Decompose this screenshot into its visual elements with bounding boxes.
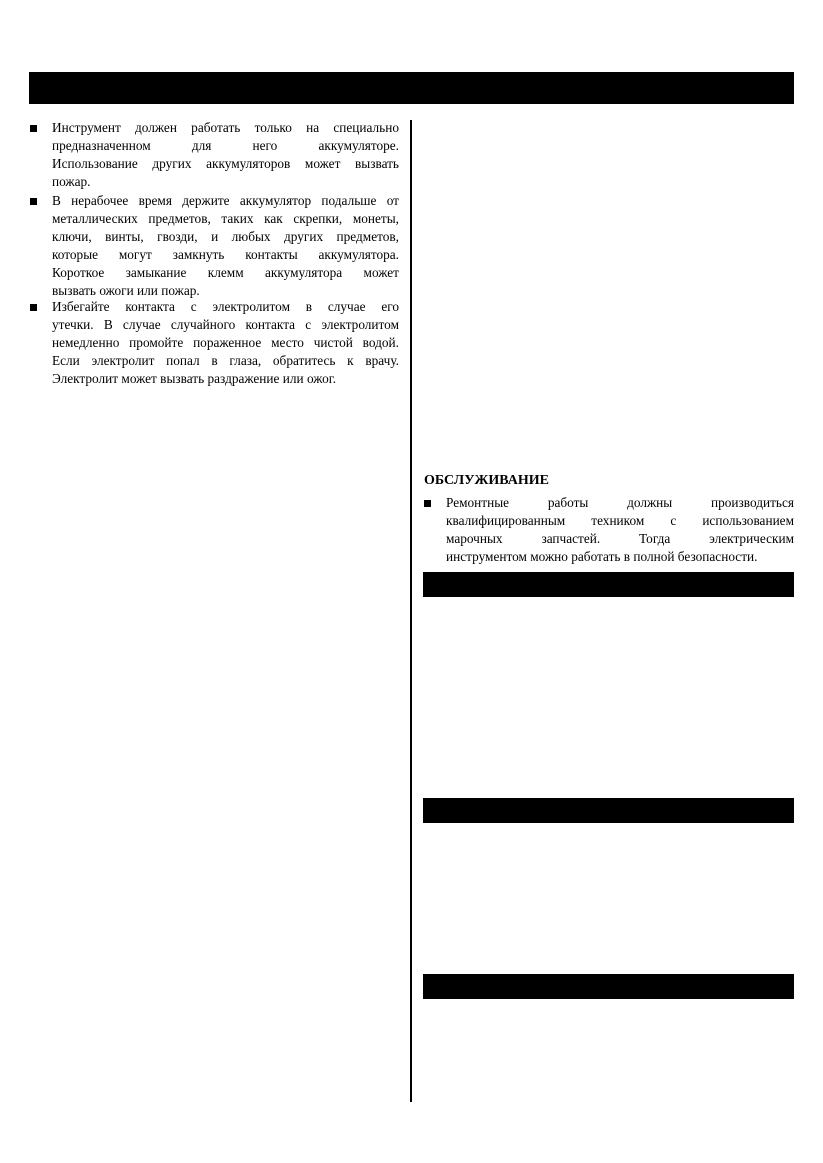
maintenance-heading: ОБСЛУЖИВАНИЕ	[424, 473, 549, 488]
text-line: которые могут замкнуть контакты аккумулятора.	[52, 247, 399, 262]
column-divider	[410, 120, 412, 1102]
text-line: Если электролит попал в глаза, обратитесь к врачу.	[52, 353, 399, 368]
text-line: марочных запчастей. Тогда электрическим	[446, 531, 794, 546]
text-line: Инструмент должен работать только на специально	[52, 120, 399, 135]
text-line: утечки. В случае случайного контакта с электролитом	[52, 317, 399, 332]
list-item	[446, 494, 794, 566]
section-header-bar	[29, 72, 794, 104]
text-line: инструментом можно работать в полной безопасности.	[446, 549, 758, 564]
text-line: ключи, винты, гвозди, и любых других предметов,	[52, 229, 399, 244]
text-line: вызвать ожоги или пожар.	[52, 283, 200, 298]
section-header-bar	[423, 798, 794, 823]
text-line: Электролит может вызвать раздражение или ожог.	[52, 371, 337, 386]
bullet-square-icon	[424, 500, 431, 507]
bullet-square-icon	[30, 198, 37, 205]
bullet-square-icon	[30, 304, 37, 311]
section-header-bar	[423, 974, 794, 999]
bullet-square-icon	[30, 125, 37, 132]
text-line: Использование других аккумуляторов может вызвать	[52, 156, 399, 171]
text-line: Короткое замыкание клемм аккумулятора может	[52, 265, 399, 280]
text-line: металлических предметов, таких как скрепки, монеты,	[52, 211, 399, 226]
text-line: Ремонтные работы должны производиться	[446, 495, 794, 510]
text-line: В нерабочее время держите аккумулятор подальше от	[52, 193, 399, 208]
text-line: немедленно промойте пораженное место чистой водой.	[52, 335, 399, 350]
text-line: квалифицированным техником с использованием	[446, 513, 794, 528]
text-line: Избегайте контакта с электролитом в случае его	[52, 299, 399, 314]
text-line: пожар.	[52, 174, 91, 189]
list-item	[52, 192, 399, 300]
list-item	[52, 298, 399, 388]
section-header-bar	[423, 572, 794, 597]
list-item	[52, 119, 399, 191]
text-line: предназначенном для него аккумуляторе.	[52, 138, 399, 153]
